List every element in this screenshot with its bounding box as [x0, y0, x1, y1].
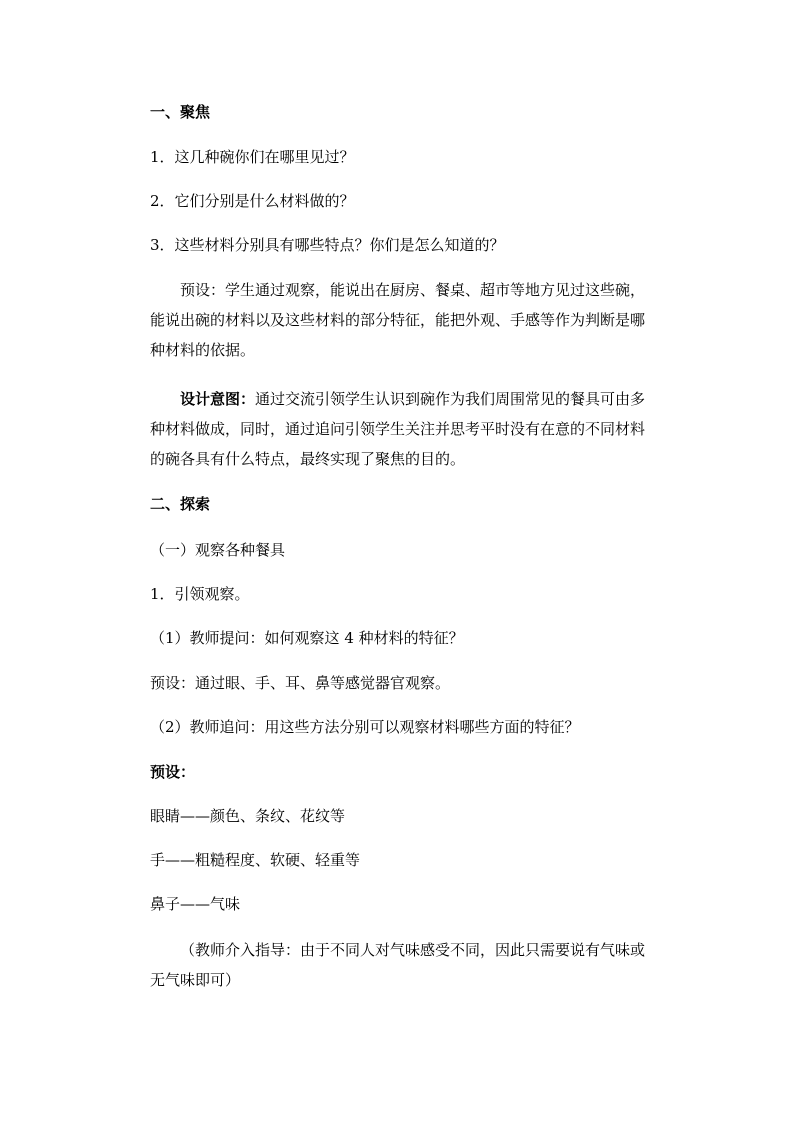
teacher-guidance-note: （教师介入指导：由于不同人对气味感受不同，因此只需要说有气味或无气味即可）	[150, 941, 646, 989]
nose-features: 鼻子——气味	[150, 895, 241, 913]
hand-features: 手——粗糙程度、软硬、轻重等	[150, 851, 361, 869]
item-guide-observation: 1．引领观察。	[150, 585, 250, 603]
eye-features: 眼睛——颜色、条纹、花纹等	[150, 807, 346, 825]
preset-paragraph	[150, 275, 650, 365]
section-heading-focus: 一、聚焦	[150, 103, 211, 121]
design-intent-label: 设计意图：	[180, 390, 256, 408]
design-intent-paragraph	[150, 384, 650, 474]
preset-label: 预设：	[180, 281, 226, 299]
question-2: 2．它们分别是什么材料做的？	[150, 192, 355, 210]
section-heading-explore: 二、探索	[150, 495, 211, 513]
teacher-question-2: （2）教师追问：用这些方法分别可以观察材料哪些方面的特征？	[150, 718, 580, 736]
preset-text: 学生通过观察，能说出在厨房、餐桌、超市等地方见过这些碗，能说出碗的材料以及这些材料的部分特征，能把外观、手感等作为判断是哪种材料的依据。	[150, 281, 646, 359]
preset-heading: 预设：	[150, 763, 196, 781]
subsection-observe-tableware: （一）观察各种餐具	[150, 541, 286, 559]
question-3: 3．这些材料分别具有哪些特点？你们是怎么知道的？	[150, 236, 505, 254]
design-intent-text: 通过交流引领学生认识到碗作为我们周围常见的餐具可由多种材料做成，同时，通过追问引领学生关注并思考平时没有在意的不同材料的碗各具有什么特点，最终实现了聚焦的目的。	[150, 390, 646, 468]
question-1: 1．这几种碗你们在哪里见过？	[150, 148, 355, 166]
teacher-question-1: （1）教师提问：如何观察这 4 种材料的特征？	[150, 629, 464, 647]
preset-answer-1: 预设：通过眼、手、耳、鼻等感觉器官观察。	[150, 674, 451, 692]
